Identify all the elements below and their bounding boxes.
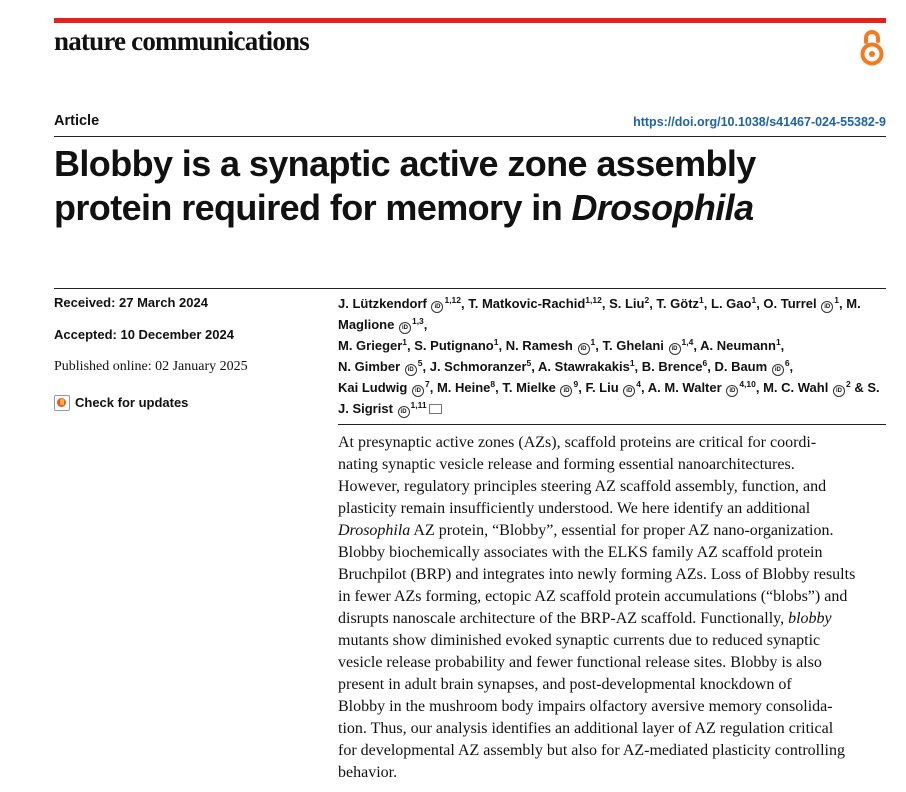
author-name: N. Ramesh <box>505 338 573 353</box>
author-affiliation: 1,11 <box>410 400 427 410</box>
abstract-text: in fewer AZs forming, ectopic AZ scaffold protein accumulations (“blobs”) and <box>338 588 848 605</box>
abstract-line <box>338 718 886 740</box>
author-name: S. J. Sigrist <box>338 380 880 416</box>
author-affiliation: 1 <box>493 337 499 347</box>
author[interactable] <box>656 296 703 311</box>
orcid-icon[interactable] <box>726 385 738 397</box>
author-name: A. Neumann <box>700 338 776 353</box>
abstract-line <box>338 630 886 652</box>
abstract-text: vesicle release probability and fewer functional release sites. Blobby is also <box>338 654 822 671</box>
author[interactable] <box>506 338 596 353</box>
author-affiliation: 1,12 <box>585 295 602 305</box>
author-name: T. Mielke <box>502 380 556 395</box>
author-name: J. Schmoranzer <box>429 359 527 374</box>
author-affiliation: 1 <box>402 337 408 347</box>
author[interactable] <box>585 380 641 395</box>
author-affiliation: 6 <box>702 358 708 368</box>
author-name: N. Gimber <box>338 359 401 374</box>
doi-link[interactable]: https://doi.org/10.1038/s41467-024-55382-9 <box>633 115 886 129</box>
orcid-icon[interactable] <box>833 385 845 397</box>
abstract-text: mutants show diminished evoked synaptic currents due to reduced synaptic <box>338 632 821 649</box>
abstract-text: AZ protein, “Blobby”, essential for proper AZ nano-organization. <box>410 522 834 539</box>
published-date: Published online: 02 January 2025 <box>54 359 248 374</box>
abstract-line <box>338 608 886 630</box>
abstract-text: disrupts nanoscale architecture of the BRP-AZ scaffold. Functionally, <box>338 610 789 627</box>
author-affiliation: 1,3 <box>411 316 424 326</box>
publication-dates <box>54 295 314 415</box>
author-name: F. Liu <box>585 380 619 395</box>
abstract-line <box>338 674 886 696</box>
orcid-icon[interactable] <box>399 322 411 334</box>
author[interactable] <box>502 380 578 395</box>
author-name: O. Turrel <box>763 296 817 311</box>
author[interactable] <box>538 359 635 374</box>
author[interactable] <box>468 296 602 311</box>
abstract-text: However, regulatory principles steering AZ scaffold assembly, function, and <box>338 478 827 495</box>
orcid-icon[interactable] <box>431 301 443 313</box>
title-line-2-prefix: protein required for memory in <box>54 187 572 228</box>
orcid-icon[interactable] <box>412 385 424 397</box>
author-name: D. Baum <box>714 359 768 374</box>
author[interactable] <box>714 359 789 374</box>
author[interactable] <box>338 296 461 311</box>
author-name: M. Grieger <box>338 338 403 353</box>
abstract-text: At presynaptic active zones (AZs), scaffold proteins are critical for coordi- <box>338 434 817 451</box>
abstract-text: present in adult brain synapses, and post-developmental knockdown of <box>338 676 792 693</box>
author-name: J. Lützkendorf <box>338 296 427 311</box>
abstract-text: Blobby biochemically associates with the ELKS family AZ scaffold protein <box>338 544 823 561</box>
abstract-text: Blobby in the mushroom body impairs olfactory aversive memory consolida- <box>338 698 833 715</box>
orcid-icon[interactable] <box>398 406 410 418</box>
header-divider <box>54 136 886 137</box>
abstract-line <box>338 696 886 718</box>
author-name: B. Brence <box>641 359 703 374</box>
author-name: T. Matkovic-Rachid <box>468 296 586 311</box>
author[interactable] <box>437 380 495 395</box>
received-date: Received: 27 March 2024 <box>54 295 208 310</box>
author-affiliation: 1 <box>699 295 704 305</box>
abstract-divider <box>338 424 886 425</box>
author[interactable] <box>430 359 532 374</box>
orcid-icon[interactable] <box>560 385 572 397</box>
abstract-italic-text: blobby <box>788 610 832 627</box>
abstract-italic-text: Drosophila <box>338 522 411 539</box>
author-affiliation: 1 <box>590 337 596 347</box>
author[interactable] <box>609 296 649 311</box>
title-line-1: Blobby is a synaptic active zone assembly <box>54 143 756 184</box>
abstract-line <box>338 498 886 520</box>
author[interactable] <box>648 380 756 395</box>
author-affiliation: 2 <box>845 379 851 389</box>
abstract-line <box>338 520 886 542</box>
author-affiliation: 5 <box>417 358 423 368</box>
author-name: T. Götz <box>656 296 700 311</box>
author-affiliation: 4 <box>636 379 642 389</box>
author[interactable] <box>338 359 422 374</box>
author-name: M. Heine <box>436 380 491 395</box>
abstract-line <box>338 476 886 498</box>
abstract <box>338 432 886 784</box>
author-affiliation: 2 <box>644 295 650 305</box>
article-title <box>54 142 886 230</box>
author-name: Kai Ludwig <box>338 380 408 395</box>
journal-name[interactable]: nature communications <box>54 26 309 56</box>
author-list: J. Lützkendorf iD $^{1,12}$, T. Matkovic-Rachid$^{1,12}$, S. Liu$^2$, T. Götz$^1$, L. Gao$^1$, O. Turrel iD $^1$, M. Maglione iD $^{1,3}$, M. Grieger$^1$, S. Putignano$^1$, N. Ramesh iD $^1$, T. Ghelani iD $^{1,4}$, A. Neumann$^1$, N. Gimber iD $^5$, J. Schmoranzer$^5$, A. Stawrakakis$^1$, B. Brence$^6$, D. Baum iD $^6$, Kai Ludwig iD $^7$, M. Heine$^8$, T. Mielke iD $^9$, F. Liu iD $^4$, A. M. Walter iD $^{4,10}$, M. C. Wahl iD $^2$ & S. J. Sigrist iD $^{1,11}$ <box>338 293 886 419</box>
author-name: M. C. Wahl <box>763 380 829 395</box>
article-type: Article <box>54 113 100 129</box>
author-affiliation: 1 <box>775 337 781 347</box>
orcid-icon[interactable] <box>623 385 635 397</box>
abstract-line <box>338 652 886 674</box>
abstract-line <box>338 762 886 784</box>
author-name: T. Ghelani <box>602 338 664 353</box>
author[interactable] <box>700 338 781 353</box>
envelope-icon[interactable] <box>429 404 442 414</box>
orcid-icon[interactable] <box>669 343 681 355</box>
author-name: L. Gao <box>711 296 752 311</box>
author-affiliation: 1 <box>834 295 839 305</box>
author-affiliation: 7 <box>424 379 430 389</box>
abstract-text: plasticity remain insufficiently understood. We here identify an additional <box>338 500 811 517</box>
abstract-line <box>338 454 886 476</box>
author-affiliation: 1,4 <box>681 337 694 347</box>
author[interactable] <box>642 359 707 374</box>
abstract-line <box>338 432 886 454</box>
abstract-text: nating synaptic vesicle release and forming essential nanoarchitectures. <box>338 456 795 473</box>
author-name: A. Stawrakakis <box>538 359 630 374</box>
crossmark-icon <box>54 395 70 411</box>
abstract-line <box>338 564 886 586</box>
orcid-icon[interactable] <box>405 364 417 376</box>
author-affiliation: 6 <box>784 358 790 368</box>
open-access-icon <box>858 28 886 68</box>
author-name: S. Liu <box>609 296 645 311</box>
author-affiliation: 5 <box>526 358 532 368</box>
abstract-text: tion. Thus, our analysis identifies an additional layer of AZ regulation critical <box>338 720 834 737</box>
author[interactable] <box>338 338 407 353</box>
abstract-text: behavior. <box>338 764 398 781</box>
orcid-icon[interactable] <box>578 343 590 355</box>
author-affiliation: 8 <box>490 379 496 389</box>
abstract-text: Bruchpilot (BRP) and integrates into newly forming AZs. Loss of Blobby results <box>338 566 856 583</box>
author-affiliation: 9 <box>573 379 579 389</box>
accepted-date: Accepted: 10 December 2024 <box>54 327 234 342</box>
author-name: M. Maglione <box>338 296 861 332</box>
orcid-icon[interactable] <box>772 364 784 376</box>
author[interactable] <box>763 296 839 311</box>
author[interactable] <box>414 338 498 353</box>
author[interactable] <box>711 296 756 311</box>
check-for-updates-button[interactable] <box>54 391 314 415</box>
abstract-line <box>338 586 886 608</box>
abstract-text: for developmental AZ assembly but also for AZ-mediated plasticity controlling <box>338 742 845 759</box>
abstract-line <box>338 542 886 564</box>
author[interactable] <box>338 380 430 395</box>
abstract-line <box>338 740 886 762</box>
author-name: A. M. Walter <box>647 380 722 395</box>
author-affiliation: 4,10 <box>739 379 756 389</box>
author-affiliation: 1 <box>629 358 635 368</box>
author-name: S. Putignano <box>414 338 494 353</box>
journal-accent-bar <box>54 18 886 23</box>
title-divider <box>54 288 886 289</box>
author[interactable] <box>602 338 693 353</box>
author-affiliation: 1 <box>751 295 757 305</box>
author[interactable] <box>763 380 851 395</box>
check-updates-label: Check for updates <box>75 395 189 410</box>
orcid-icon[interactable] <box>821 301 833 313</box>
author-affiliation: 1,12 <box>444 295 462 305</box>
title-line-2-italic: Drosophila <box>571 187 754 228</box>
